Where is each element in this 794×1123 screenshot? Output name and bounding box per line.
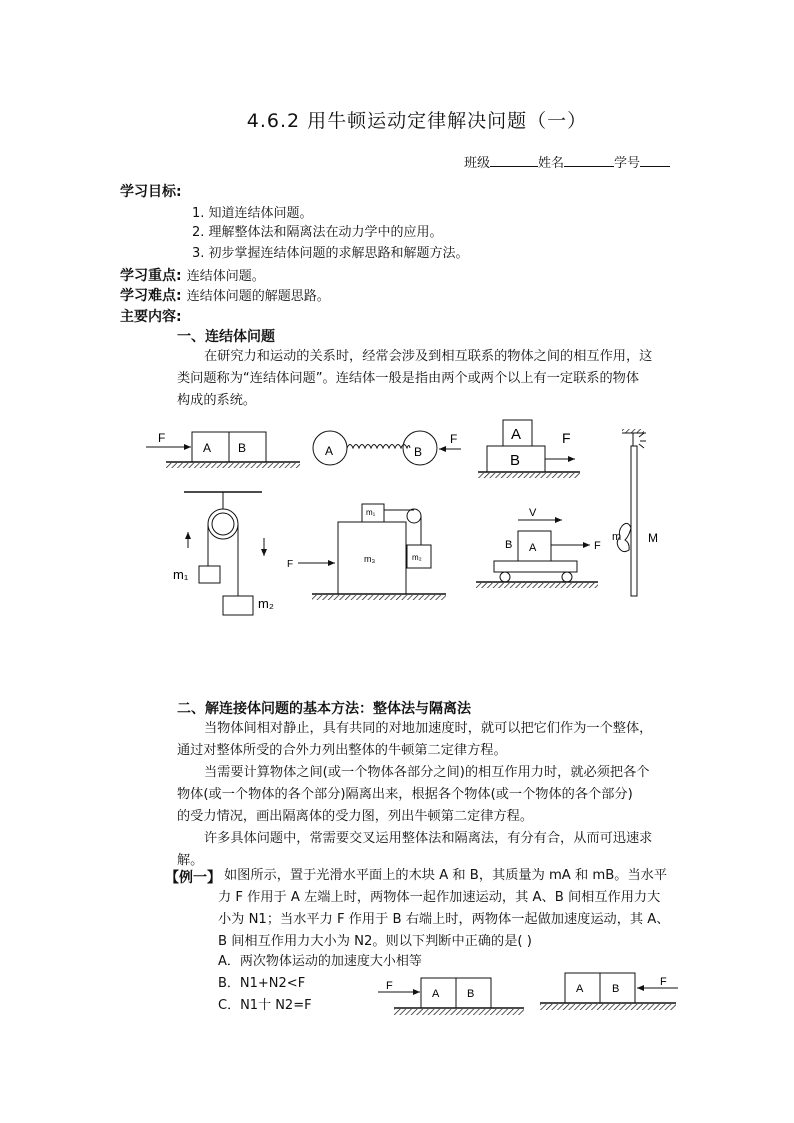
label-F: F <box>594 540 601 552</box>
label-A: A <box>511 426 522 443</box>
main-heading: 主要内容: <box>120 309 182 325</box>
label-F: F <box>287 559 294 570</box>
option-b: B．N1+N2<F <box>218 976 306 991</box>
label-B: B <box>238 441 247 455</box>
label-m3: m₃ <box>364 554 376 564</box>
example-figure-left <box>378 978 524 1015</box>
ground-hatch <box>166 463 300 468</box>
option-a: A．两次物体运动的加速度大小相等 <box>218 954 422 969</box>
label-A: A <box>576 983 584 995</box>
label-m: m <box>612 531 622 543</box>
goal-item-1: 1. 知道连结体问题。 <box>192 206 313 221</box>
goals-heading: 学习目标: <box>120 184 182 200</box>
label-B: B <box>505 539 513 551</box>
example-line-2: 力 F 作用于 A 左端上时，两物体一起作加速运动，其 A、B 间相互作用力大 <box>218 890 661 905</box>
label-B: B <box>414 445 423 459</box>
cut-mark <box>639 433 646 448</box>
name-label: 姓名 <box>537 156 564 171</box>
section2-line-6: 许多具体问题中，常需要交叉运用整体法和隔离法，有分有合，从而可迅速求 <box>204 831 653 846</box>
example-line-4: B 间相互作用力大小为 N2。则以下判断中正确的是( ) <box>218 934 532 949</box>
page-title: 4.6.2 用牛顿运动定律解决问题（一） <box>246 110 588 132</box>
class-label: 班级 <box>463 156 490 171</box>
ground-hatch <box>478 473 580 478</box>
section1-heading: 一、连结体问题 <box>177 329 275 345</box>
label-A: A <box>325 444 334 458</box>
label-F: F <box>562 430 571 446</box>
wheel-left <box>500 572 510 582</box>
mass-m2 <box>223 596 253 615</box>
label-B: B <box>467 988 475 1000</box>
section1-line-1: 在研究力和运动的关系时，经常会涉及到相互联系的物体之间的相互作用，这 <box>204 349 653 364</box>
label-B: B <box>612 983 620 995</box>
section2-line-2: 通过对整体所受的合外力列出整体的牛顿第二定律方程。 <box>177 743 507 758</box>
goal-item-3: 3. 初步掌握连结体问题的求解思路和解题方法。 <box>192 246 469 261</box>
section2-line-1: 当物体间相对静止，具有共同的对地加速度时，就可以把它们作为一个整体， <box>204 721 653 736</box>
ground-hatch <box>476 583 598 588</box>
difficulty-heading: 学习难点: <box>120 288 182 304</box>
mass-m1 <box>199 566 220 583</box>
label-A: A <box>432 988 440 1000</box>
label-V: V <box>529 507 537 519</box>
section2-line-4: 物体(或一个物体的各个部分)隔离出来，根据各个物体(或一个物体的各个部分) <box>177 787 633 802</box>
figure-stacked-ab <box>478 420 580 478</box>
label-m1: m₁ <box>366 508 376 517</box>
label-m1: m₁ <box>173 567 189 582</box>
block-b <box>229 432 266 462</box>
label-M: M <box>648 531 658 545</box>
section2-line-3: 当需要计算物体之间(或一个物体各部分之间)的相互作用力时，就必须把各个 <box>204 765 650 780</box>
ceiling-hatch <box>622 429 644 433</box>
difficulty-text: 连结体问题的解题思路。 <box>186 289 330 304</box>
label-F: F <box>660 976 667 988</box>
example-label: 【例一】 <box>165 870 221 886</box>
section2-line-7: 解。 <box>177 853 204 868</box>
label-m2: m₂ <box>412 553 422 562</box>
focus-heading: 学习重点: <box>120 268 182 284</box>
example-figure-right <box>540 973 678 1010</box>
goal-item-2: 2. 理解整体法和隔离法在动力学中的应用。 <box>192 225 443 240</box>
section1-line-2: 类问题称为“连结体问题”。连结体一般是指由两个或两个以上有一定联系的物体 <box>177 371 640 386</box>
label-A: A <box>203 441 212 455</box>
wheel-right <box>562 572 572 582</box>
label-B: B <box>510 452 521 469</box>
example-line-3: 小为 N1；当水平力 F 作用于 B 右端上时，两物体一起做加速度运动，其 A、 <box>218 912 670 927</box>
figure-three-masses <box>287 504 446 600</box>
label-F: F <box>386 980 393 992</box>
pole <box>631 446 637 596</box>
ground-hatch <box>540 1004 676 1010</box>
figure-pole-monkey <box>612 429 658 596</box>
figure-spring-balls <box>313 431 461 465</box>
id-label: 学号 <box>613 156 640 171</box>
option-c: C．N1十 N2=F <box>218 998 312 1013</box>
figure-pulley <box>173 492 274 615</box>
label-F: F <box>158 431 166 445</box>
focus-text: 连结体问题。 <box>186 269 265 284</box>
example-line-1: 如图所示，置于光滑水平面上的木块 A 和 B，其质量为 mA 和 mB。当水平 <box>224 868 668 883</box>
section2-heading: 二、解连接体问题的基本方法：整体法与隔离法 <box>177 701 471 717</box>
label-F: F <box>450 432 458 446</box>
pulley <box>407 509 421 523</box>
ground-hatch <box>394 1009 524 1015</box>
label-m2: m₂ <box>258 596 274 611</box>
spring <box>347 445 410 449</box>
section1-line-3: 构成的系统。 <box>177 393 257 408</box>
cart-body <box>494 561 577 572</box>
ground-hatch <box>312 595 446 600</box>
figure-cart <box>476 507 601 588</box>
label-A: A <box>529 542 537 554</box>
section2-line-5: 的受力情况，画出隔离体的受力图，列出牛顿第二定律方程。 <box>177 809 534 824</box>
figure-ab-pushed <box>146 431 300 468</box>
